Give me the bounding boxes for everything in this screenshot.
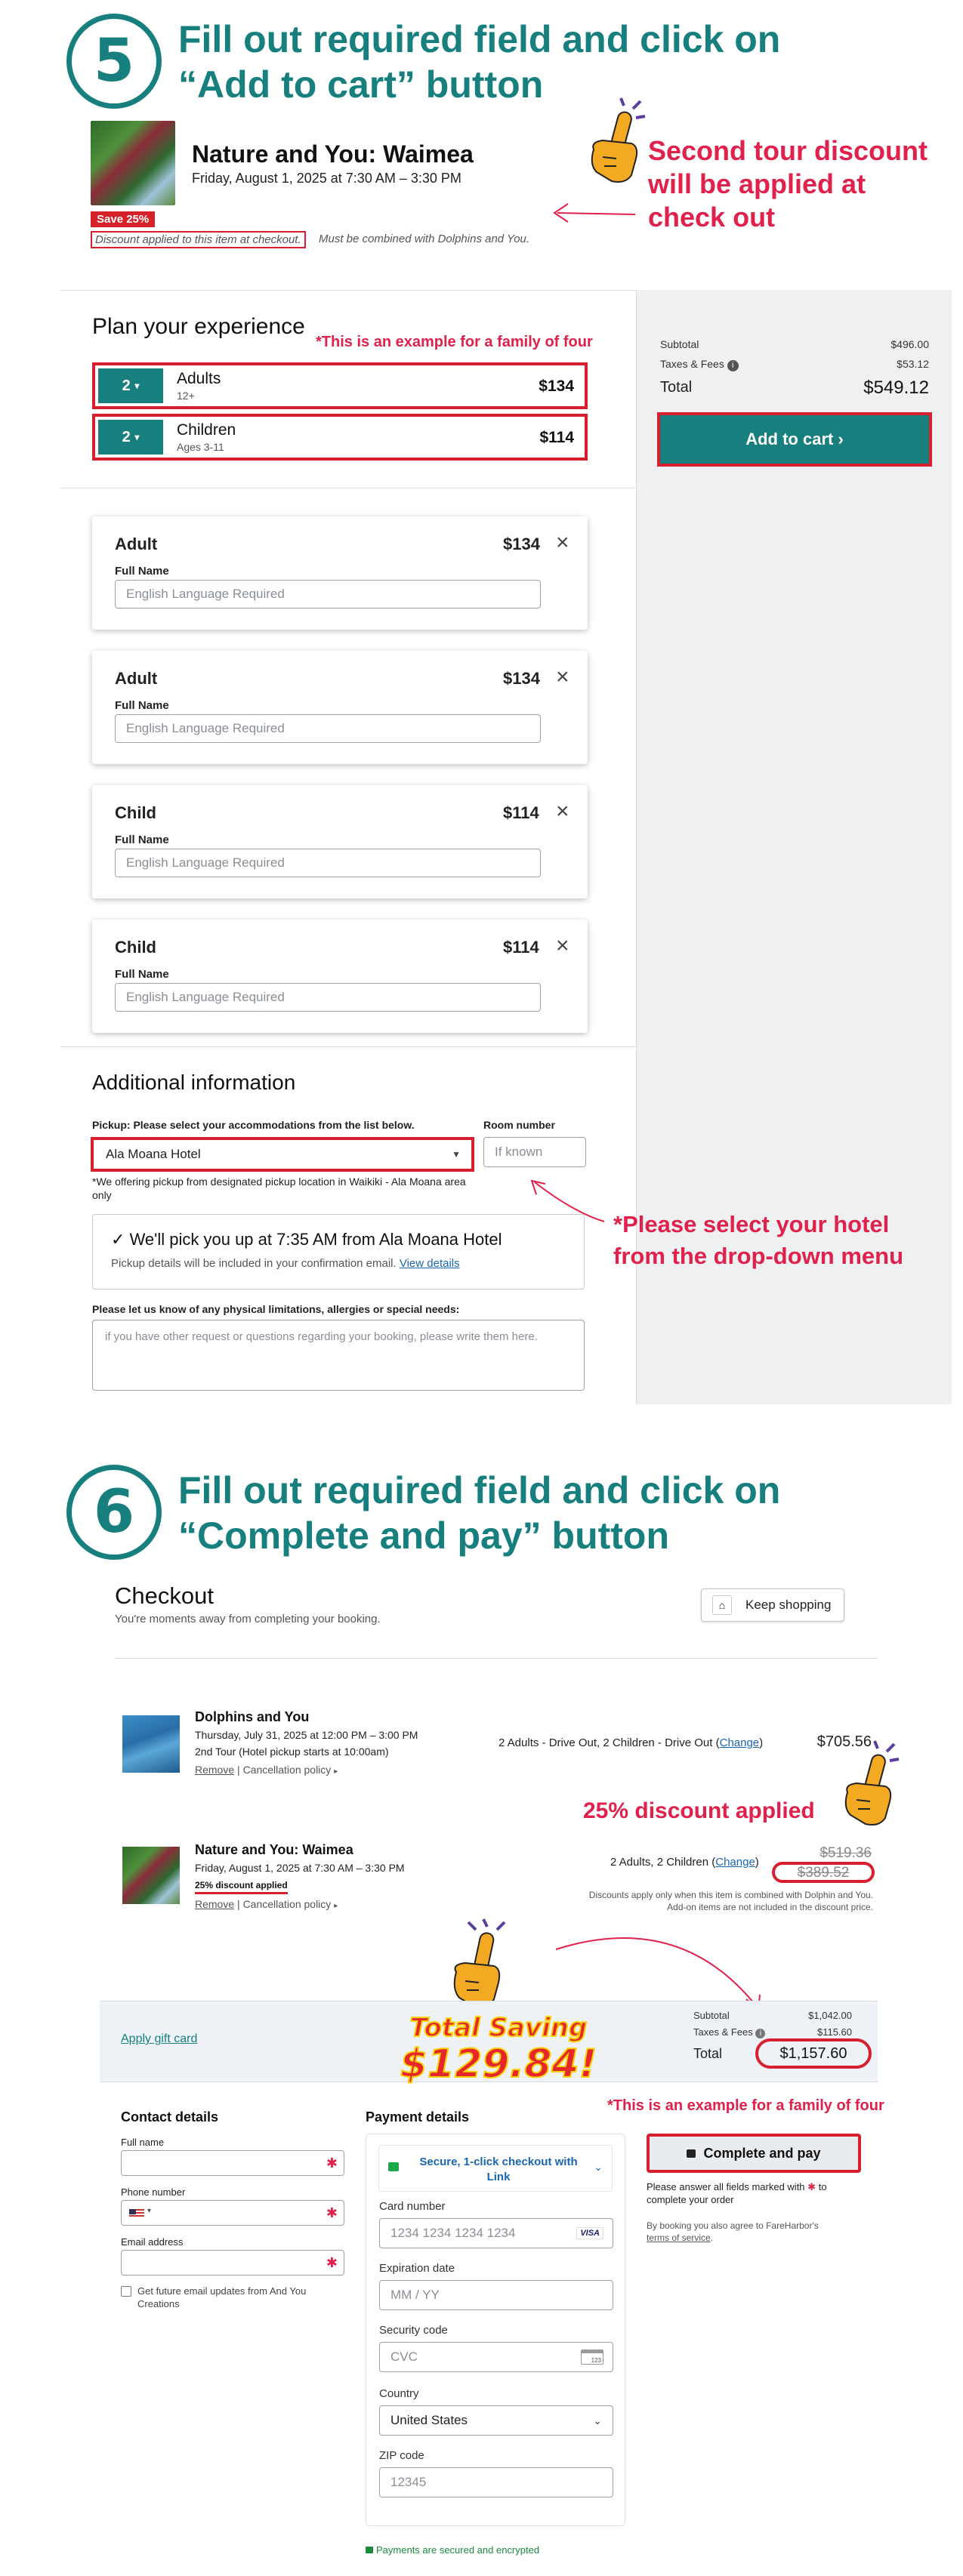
required-icon: ✱: [326, 2155, 338, 2171]
adults-price: $134: [539, 377, 574, 395]
additional-title: Additional information: [92, 1071, 296, 1094]
discount-note: Discount applied to this item at checkout.: [91, 231, 306, 248]
close-icon[interactable]: ×: [556, 664, 569, 689]
tour-date: Friday, August 1, 2025 at 7:30 AM – 3:30 PM: [192, 171, 461, 186]
co-total-label: Total: [693, 2046, 723, 2061]
zip-input[interactable]: 12345: [379, 2467, 613, 2497]
country-label: Country: [379, 2387, 419, 2400]
subtotal-label: Subtotal: [660, 338, 699, 350]
item2-remove-link[interactable]: Remove: [195, 1898, 235, 1910]
item2-discount-badge: 25% discount applied: [195, 1880, 288, 1894]
hotel-note-l2: from the drop-down menu: [613, 1243, 904, 1269]
item1-guests: 2 Adults - Drive Out, 2 Children - Drive Out: [498, 1736, 713, 1749]
item2-disc-note1: Discounts apply only when this item is combined with Dolphin and You.: [588, 1890, 873, 1900]
apply-gift-card-link[interactable]: Apply gift card: [121, 2032, 198, 2045]
pointing-hand-icon: [840, 1739, 900, 1829]
guest-price: $134: [503, 535, 540, 553]
total-saving-value: $129.84!: [400, 2041, 597, 2087]
co-subtotal-label: Subtotal: [693, 2010, 730, 2021]
guest-price: $114: [503, 803, 539, 822]
discount-applied-note: 25% discount applied: [583, 1798, 815, 1823]
guest-card: [92, 651, 588, 764]
full-name-label: Full name: [121, 2137, 165, 2148]
close-icon[interactable]: ×: [556, 799, 569, 824]
children-row[interactable]: [92, 414, 588, 461]
cvc-card-icon: 123: [581, 2350, 603, 2365]
phone-input[interactable]: [121, 2200, 344, 2226]
item1-cancel-link[interactable]: Cancellation policy: [242, 1764, 332, 1776]
item2-old-price: $519.36: [819, 1845, 872, 1861]
item2-disc-note2: Add-on items are not included in the discount price.: [667, 1902, 873, 1912]
tour-title: Nature and You: Waimea: [192, 140, 474, 168]
item2-change-link[interactable]: Change: [715, 1856, 755, 1869]
item2-price: $389.52: [772, 1862, 875, 1883]
full-name-input[interactable]: English Language Required: [115, 983, 541, 1012]
zip-label: ZIP code: [379, 2449, 424, 2462]
info-icon[interactable]: i: [755, 2029, 765, 2038]
email-label: Email address: [121, 2236, 184, 2248]
taxes-value: $53.12: [897, 358, 929, 370]
family-note: *This is an example for a family of four: [316, 334, 593, 350]
contact-title: Contact details: [121, 2109, 219, 2125]
item1-title: Dolphins and You: [195, 1709, 310, 1724]
subtotal-value: $496.00: [890, 338, 929, 350]
guest-type: Adult: [115, 669, 158, 688]
complete-and-pay-button[interactable]: Complete and pay: [647, 2134, 861, 2173]
guest-type: Adult: [115, 535, 158, 553]
combine-note: Must be combined with Dolphins and You.: [319, 233, 530, 245]
save-badge: Save 25%: [91, 211, 155, 227]
children-qty-select[interactable]: 2 ▾: [98, 420, 163, 454]
guest-card: [92, 516, 588, 630]
limitations-label: Please let us know of any physical limitations, allergies or special needs:: [92, 1303, 460, 1315]
item2-date: Friday, August 1, 2025 at 7:30 AM – 3:30 PM: [195, 1862, 405, 1874]
second-tour-note-l1: Second tour discount: [648, 135, 928, 166]
checkout-title: Checkout: [115, 1582, 214, 1609]
terms-link[interactable]: terms of service: [647, 2232, 711, 2243]
full-name-label: Full Name: [115, 968, 169, 981]
full-name-label: Full Name: [115, 834, 169, 846]
step-5-badge: 5: [66, 14, 162, 109]
step-6-title-line1: Fill out required field and click on: [178, 1469, 781, 1511]
step-5-title-line1: Fill out required field and click on: [178, 18, 781, 60]
second-tour-note-l2: will be applied at: [648, 168, 866, 199]
full-name-input[interactable]: English Language Required: [115, 849, 541, 877]
full-name-label: Full Name: [115, 699, 169, 712]
chevron-down-icon[interactable]: ▾: [147, 2207, 152, 2215]
step-6-badge: 6: [66, 1465, 162, 1560]
expiration-label: Expiration date: [379, 2262, 455, 2275]
plan-title: Plan your experience: [92, 314, 305, 339]
dolphins-thumbnail: [122, 1715, 180, 1773]
total-value: $549.12: [863, 377, 929, 398]
guest-price: $114: [503, 938, 539, 957]
view-details-link[interactable]: View details: [399, 1257, 460, 1270]
required-icon: ✱: [326, 2205, 338, 2220]
item1-sub: 2nd Tour (Hotel pickup starts at 10:00am): [195, 1746, 389, 1758]
item2-cancel-link[interactable]: Cancellation policy: [242, 1898, 332, 1910]
item2-guests: 2 Adults, 2 Children: [610, 1856, 709, 1869]
pickup-confirm-box: [92, 1214, 585, 1290]
hotel-note-l1: *Please select your hotel: [613, 1211, 890, 1237]
info-icon[interactable]: i: [727, 360, 739, 371]
card-number-label: Card number: [379, 2200, 446, 2213]
close-icon[interactable]: ×: [556, 530, 569, 555]
room-input[interactable]: If known: [483, 1137, 586, 1167]
chevron-down-icon: ⌄: [593, 2414, 602, 2427]
adults-sub: 12+: [177, 390, 195, 402]
guest-card: [92, 785, 588, 898]
children-price: $114: [539, 429, 574, 446]
item1-remove-link[interactable]: Remove: [195, 1764, 235, 1776]
second-tour-note-l3: check out: [648, 202, 776, 233]
check-icon: ✓: [111, 1230, 125, 1249]
us-flag-icon[interactable]: [129, 2209, 144, 2218]
step6-family-note: *This is an example for a family of four: [607, 2097, 884, 2114]
agree-note: By booking you also agree to FareHarbor's terms of service.: [647, 2220, 819, 2243]
guest-type: Child: [115, 803, 156, 822]
lock-icon: [388, 2162, 399, 2171]
link-checkout-button[interactable]: Secure, 1-click checkout with Link ⌄: [378, 2145, 613, 2192]
chevron-down-icon: ▼: [452, 1149, 461, 1160]
item1-change-link[interactable]: Change: [719, 1736, 760, 1749]
checkout-subtitle: You're moments away from completing your booking.: [115, 1613, 381, 1625]
security-code-label: Security code: [379, 2324, 448, 2337]
guest-price: $134: [503, 669, 540, 688]
waimea-thumbnail: [122, 1847, 180, 1904]
arrow-up-left-icon: [521, 1175, 612, 1228]
adults-label: Adults: [177, 370, 221, 387]
add-to-cart-button[interactable]: Add to cart ›: [657, 412, 932, 467]
adults-qty-select[interactable]: 2 ▾: [98, 368, 163, 403]
answer-note: Please answer all fields marked with ✱ to complete your order: [647, 2181, 827, 2205]
required-icon: ✱: [807, 2181, 816, 2192]
chevron-down-icon: ⌄: [594, 2161, 603, 2173]
children-sub: Ages 3-11: [177, 441, 224, 453]
total-label: Total: [660, 379, 693, 396]
children-label: Children: [177, 421, 236, 439]
item2-title: Nature and You: Waimea: [195, 1842, 353, 1857]
secured-note: Payments are secured and encrypted: [376, 2544, 540, 2556]
room-label: Room number: [483, 1119, 555, 1131]
pickup-label: Pickup: Please select your accommodations from the list below.: [92, 1119, 415, 1131]
taxes-label: Taxes & Fees: [660, 358, 724, 370]
required-icon: ✱: [326, 2255, 338, 2270]
co-subtotal-value: $1,042.00: [808, 2010, 852, 2021]
co-total-value: $1,157.60: [755, 2038, 872, 2069]
payment-title: Payment details: [366, 2109, 470, 2125]
country-select[interactable]: United States ⌄: [379, 2405, 613, 2436]
full-name-label: Full Name: [115, 565, 169, 578]
co-taxes-value: $115.60: [816, 2026, 852, 2038]
full-name-input[interactable]: [121, 2150, 344, 2176]
guests-divider: [60, 1046, 636, 1047]
step-5-title-line2: “Add to cart” button: [178, 63, 544, 106]
tour-thumbnail: [91, 121, 175, 205]
pointing-hand-icon: [446, 1918, 514, 2013]
visa-icon: VISA: [576, 2227, 603, 2239]
security-code-input[interactable]: CVC 123: [379, 2342, 613, 2372]
lock-icon: [687, 2149, 696, 2158]
guest-card: [92, 920, 588, 1033]
home-icon: ⌂: [712, 1595, 732, 1615]
pointing-hand-icon: [586, 97, 647, 187]
item1-date: Thursday, July 31, 2025 at 12:00 PM – 3:00 PM: [195, 1729, 418, 1741]
expiration-input[interactable]: MM / YY: [379, 2280, 613, 2310]
pickup-confirm-text: We'll pick you up at 7:35 AM from Ala Moana Hotel: [129, 1230, 502, 1249]
pickup-select[interactable]: Ala Moana Hotel ▼: [91, 1137, 474, 1172]
full-name-input[interactable]: English Language Required: [115, 580, 541, 609]
adults-row[interactable]: [92, 362, 588, 409]
updates-checkbox[interactable]: [121, 2286, 131, 2297]
email-input[interactable]: [121, 2250, 344, 2276]
item1-price: $705.56: [816, 1733, 872, 1750]
pickup-details-text: Pickup details will be included in your confirmation email.: [111, 1257, 397, 1270]
co-taxes-label: Taxes & Fees: [693, 2026, 753, 2038]
close-icon[interactable]: ×: [556, 933, 569, 958]
checkout-divider: [115, 1658, 878, 1659]
phone-label: Phone number: [121, 2186, 186, 2198]
updates-label: Get future email updates from And You Creations: [137, 2285, 307, 2309]
card-number-input[interactable]: 1234 1234 1234 1234 VISA: [379, 2218, 613, 2248]
step-6-title-line2: “Complete and pay” button: [178, 1514, 669, 1557]
lock-icon: [366, 2547, 373, 2553]
pickup-note: *We offering pickup from designated pickup location in Waikiki - Ala Moana area only: [92, 1176, 466, 1201]
total-saving-label: Total Saving: [409, 2013, 588, 2043]
arrow-left-icon: [548, 198, 639, 228]
keep-shopping-button[interactable]: ⌂ Keep shopping: [701, 1588, 844, 1622]
limitations-textarea[interactable]: if you have other request or questions regarding your booking, please write them here.: [92, 1320, 585, 1391]
guest-type: Child: [115, 938, 156, 957]
full-name-input[interactable]: English Language Required: [115, 714, 541, 743]
